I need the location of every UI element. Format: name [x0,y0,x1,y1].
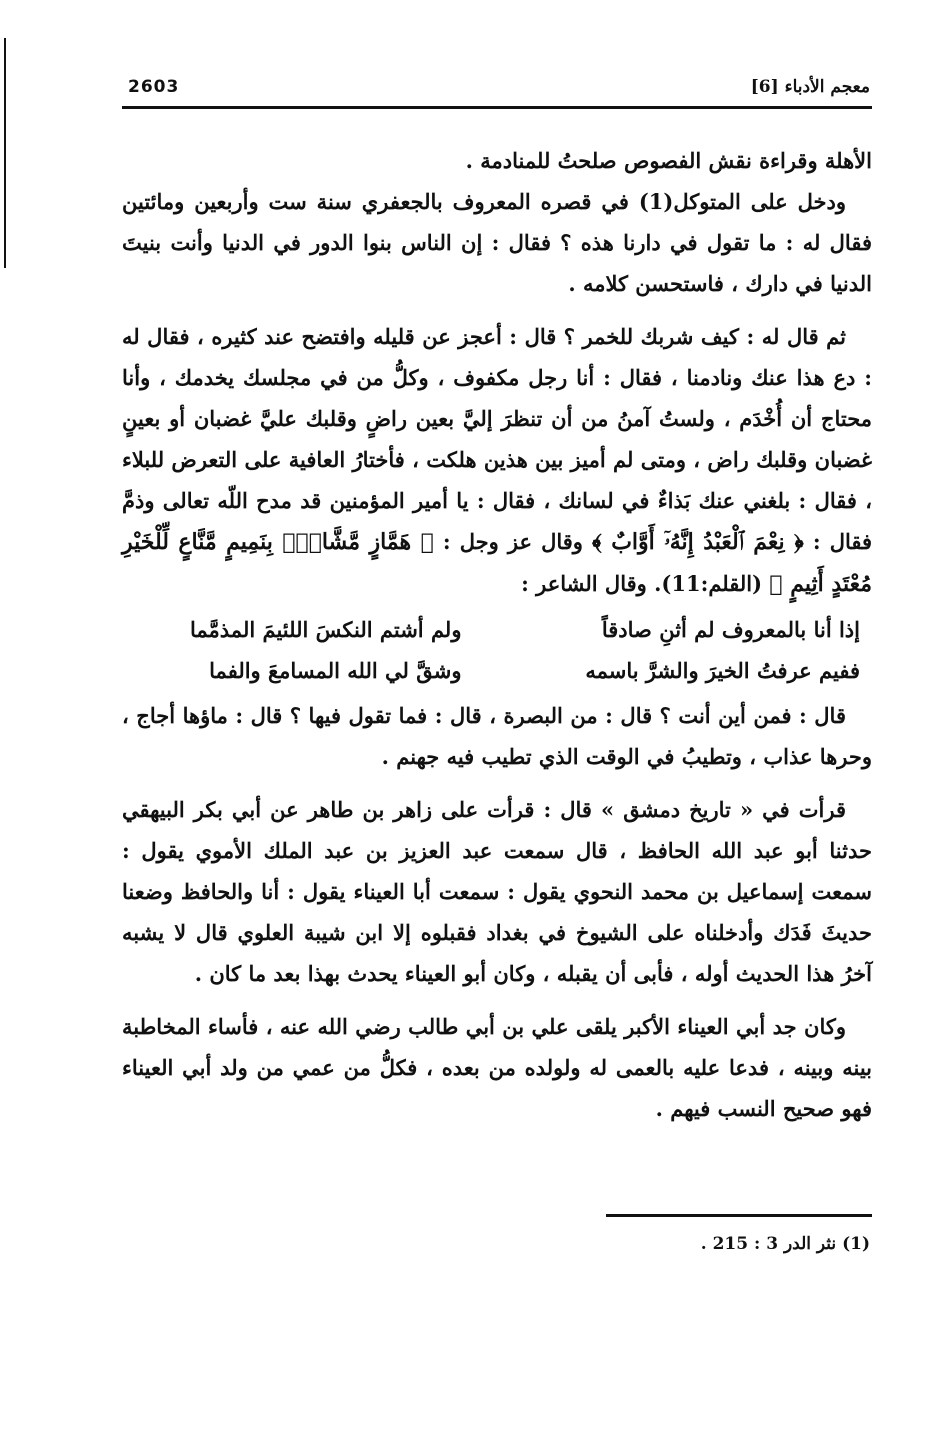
book-title: معجم الأدباء [6] [750,77,870,97]
footnote-rule [606,1214,872,1217]
paragraph-1: الأهلة وقراءة نقش الفصوص صلحتُ للمنادمة . [465,148,872,173]
paragraph-3 [122,316,872,605]
poem-verse [122,650,860,691]
quran-verse-1: ﴿ نِعْمَ ٱلْعَبْدُ إِنَّهُۥٓ أَوَّابٌ ﴾ [592,529,804,555]
verse-second-hemistich: ولم أشتم النكسَ اللئيمَ المذمَّما [190,617,462,642]
paragraph-4: قال : فمن أين أنت ؟ قال : من البصرة ، قال : فما تقول فيها ؟ قال : ماؤها أجاج ، وحرها عذاب ، وتطيبُ في الوقت الذي تطيب فيه جهنم . [122,703,872,769]
header-rule [122,106,872,109]
quran-verse-2: ﴿ هَمَّازٍ مَّشَّاءٍۭ بِنَمِيمٍ مَّنَّاعٍ لِّلْخَيْرِ مُعْتَدٍ أَثِيمٍ ﴾ [122,529,872,597]
paragraph-2: ودخل على المتوكل(1) في قصره المعروف بالجعفري سنة ست وأربعين ومائتين فقال له : ما تقول في دارنا هذه ؟ فقال : إن الناس بنوا الدور في الدنيا وأنت بنيتَ الدنيا في دارك ، فاستحسن كلامه . [122,189,872,296]
running-header [128,72,870,102]
paragraph-3-text: ثم قال له : كيف شربك للخمر ؟ قال : أعجز عن قليله وافتضح عند كثيره ، فقال له : دع هذا عنك ونادمنا ، فقال : أنا رجل مكفوف ، وكلُّ من في مجلسك يخدمك ، وأنا محتاج أن أُخْدَم ، ولستُ آمنُ من أن تنظرَ إليَّ بعين راضٍ وقلبك عليَّ غضبان أو بعينٍ غضبان وقلبك راض ، ومتى لم أميز بين هذين هلكت ، فأختارُ العافية على التعرض للبلاء ، فقال : بلغني عنك بَذاءٌ في لسانك ، فقال : يا أمير المؤمنين قد مدح اللّه تعالى وذمَّ فقال : [122,324,873,554]
page-edge-mark [4,38,6,268]
quran-reference: (القلم:11). [654,571,763,596]
page-number: 2603 [128,77,180,97]
paragraph-3-mid: وقال عز وجل : [442,529,583,554]
footnote: (1) نثر الدر 3 : 215 . [700,1234,870,1254]
paragraph-3-end: وقال الشاعر : [521,571,647,596]
verse-first-hemistich: ففيم عرفتُ الخيرَ والشرَّ باسمه [585,658,860,683]
verse-second-hemistich: وشقَّ لي الله المسامعَ والفما [209,658,462,683]
verse-first-hemistich: إذا أنا بالمعروف لم أثنِ صادقاً [601,617,860,642]
paragraph-6: وكان جد أبي العيناء الأكبر يلقى علي بن أبي طالب رضي الله عنه ، فأساء المخاطبة بينه وبينه ، فدعا عليه بالعمى له ولولده من بعده ، فكلُّ من عمي من ولد أبي العيناء فهو صحيح النسب فيهم . [122,1014,872,1121]
main-text [122,140,872,1129]
poem-verse [122,609,860,650]
paragraph-5: قرأت في « تاريخ دمشق » قال : قرأت على زاهر بن طاهر عن أبي بكر البيهقي حدثنا أبو عبد الله الحافظ ، قال سمعت عبد العزيز بن عبد الملك الأموي يقول : سمعت إسماعيل بن محمد النحوي يقول : سمعت أبا العيناء يقول : أنا والحافظ وضعنا حديثَ فَدَك وأدخلناه على الشيوخ في بغداد فقبلوه إلا ابن شيبة العلوي قال لا يشبه آخرُ هذا الحديث أوله ، فأبى أن يقبله ، وكان أبو العيناء يحدث بهذا بعد ما كان . [122,797,872,986]
poem [122,609,872,691]
